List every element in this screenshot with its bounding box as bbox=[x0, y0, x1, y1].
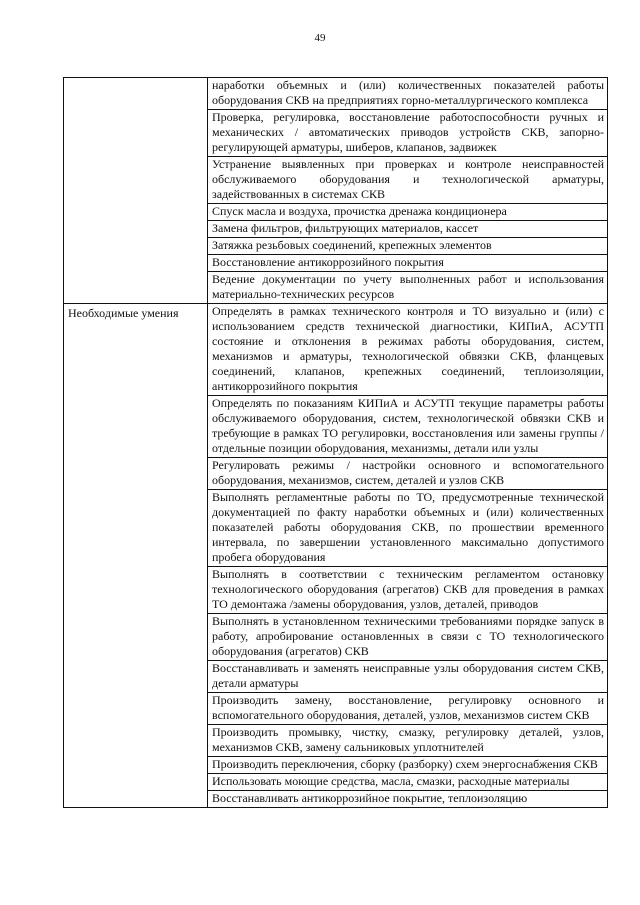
list-item: Проверка, регулировка, восстановление работоспособности ручных и механических / автоматических приводов устройств СКВ, запорно-регулирующей арматуры, шиберов, клапанов, задвижек bbox=[208, 110, 607, 157]
list-item: Определять по показаниям КИПиА и АСУТП текущие параметры работы обслуживаемого оборудования, систем, технологической обвязки СКВ и требующие в рамках ТО регулировки, восстановления или замены группы / отдельные позиции оборудования, механизмы, детали или узлы bbox=[208, 396, 607, 458]
skills-row bbox=[64, 304, 608, 808]
work-actions-cell bbox=[208, 78, 608, 304]
list-item: Выполнять в установленном техническими требованиями порядке запуск в работу, апробирование остановленных в связи с ТО технологического оборудования (агрегатов) СКВ bbox=[208, 614, 607, 661]
list-item: Ведение документации по учету выполненных работ и использования материально-технических ресурсов bbox=[212, 272, 604, 301]
list-item: Производить промывку, чистку, смазку, регулировку деталей, узлов, механизмов СКВ, замену сальниковых уплотнителей bbox=[208, 725, 607, 757]
work-actions-row bbox=[64, 78, 608, 304]
list-item: Восстанавливать антикоррозийное покрытие, теплоизоляцию bbox=[212, 791, 528, 805]
list-item: наработки объемных и (или) количественных показателей работы оборудования СКВ на предприятиях горно-металлургического комплекса bbox=[208, 78, 607, 110]
list-item: Замена фильтров, фильтрующих материалов, кассет bbox=[208, 221, 607, 238]
list-item: Устранение выявленных при проверках и контроле неисправностей обслуживаемого оборудования и технологической арматуры, задействованных в системах СКВ bbox=[208, 157, 607, 204]
list-item: Использовать моющие средства, масла, смазки, расходные материалы bbox=[208, 774, 607, 791]
list-item: Восстанавливать и заменять неисправные узлы оборудования систем СКВ, детали арматуры bbox=[208, 661, 607, 693]
list-item: Выполнять регламентные работы по ТО, предусмотренные технической документацией по факту наработки объемных и (или) количественных показателей работы оборудования СКВ, по прошествии временного интервала, по завершении установленного максимально допустимого пробега оборудования bbox=[208, 490, 607, 567]
list-item: Затяжка резьбовых соединений, крепежных элементов bbox=[208, 238, 607, 255]
empty-label-cell bbox=[64, 78, 208, 304]
page-number: 49 bbox=[314, 32, 326, 44]
list-item: Регулировать режимы / настройки основного и вспомогательного оборудования, механизмов, систем, деталей и узлов СКВ bbox=[208, 458, 607, 490]
list-item: Выполнять в соответствии с техническим регламентом остановку технологического оборудования (агрегатов) СКВ для проведения в рамках ТО демонтажа /замены оборудования, узлов, деталей, приводов bbox=[208, 567, 607, 614]
list-item: Спуск масла и воздуха, прочистка дренажа кондиционера bbox=[208, 204, 607, 221]
list-item: Производить замену, восстановление, регулировку основного и вспомогательного оборудования, деталей, узлов, механизмов систем СКВ bbox=[208, 693, 607, 725]
list-item: Определять в рамках технического контроля и ТО визуально и (или) с использованием средств технической диагностики, КИПиА, АСУТП состояние и отклонения в режимах работы оборудования, систем, механизмов и арматуры, технологической обвязки СКВ, фланцевых соединений, клапанов, крепежных соединений, теплоизоляции, антикоррозийного покрытия bbox=[208, 304, 607, 396]
list-item: Производить переключения, сборку (разборку) схем энергоснабжения СКВ bbox=[208, 757, 607, 774]
requirements-table bbox=[63, 77, 608, 808]
skills-cell bbox=[208, 304, 608, 808]
section-label: Необходимые умения bbox=[64, 304, 208, 808]
list-item: Восстановление антикоррозийного покрытия bbox=[208, 255, 607, 272]
